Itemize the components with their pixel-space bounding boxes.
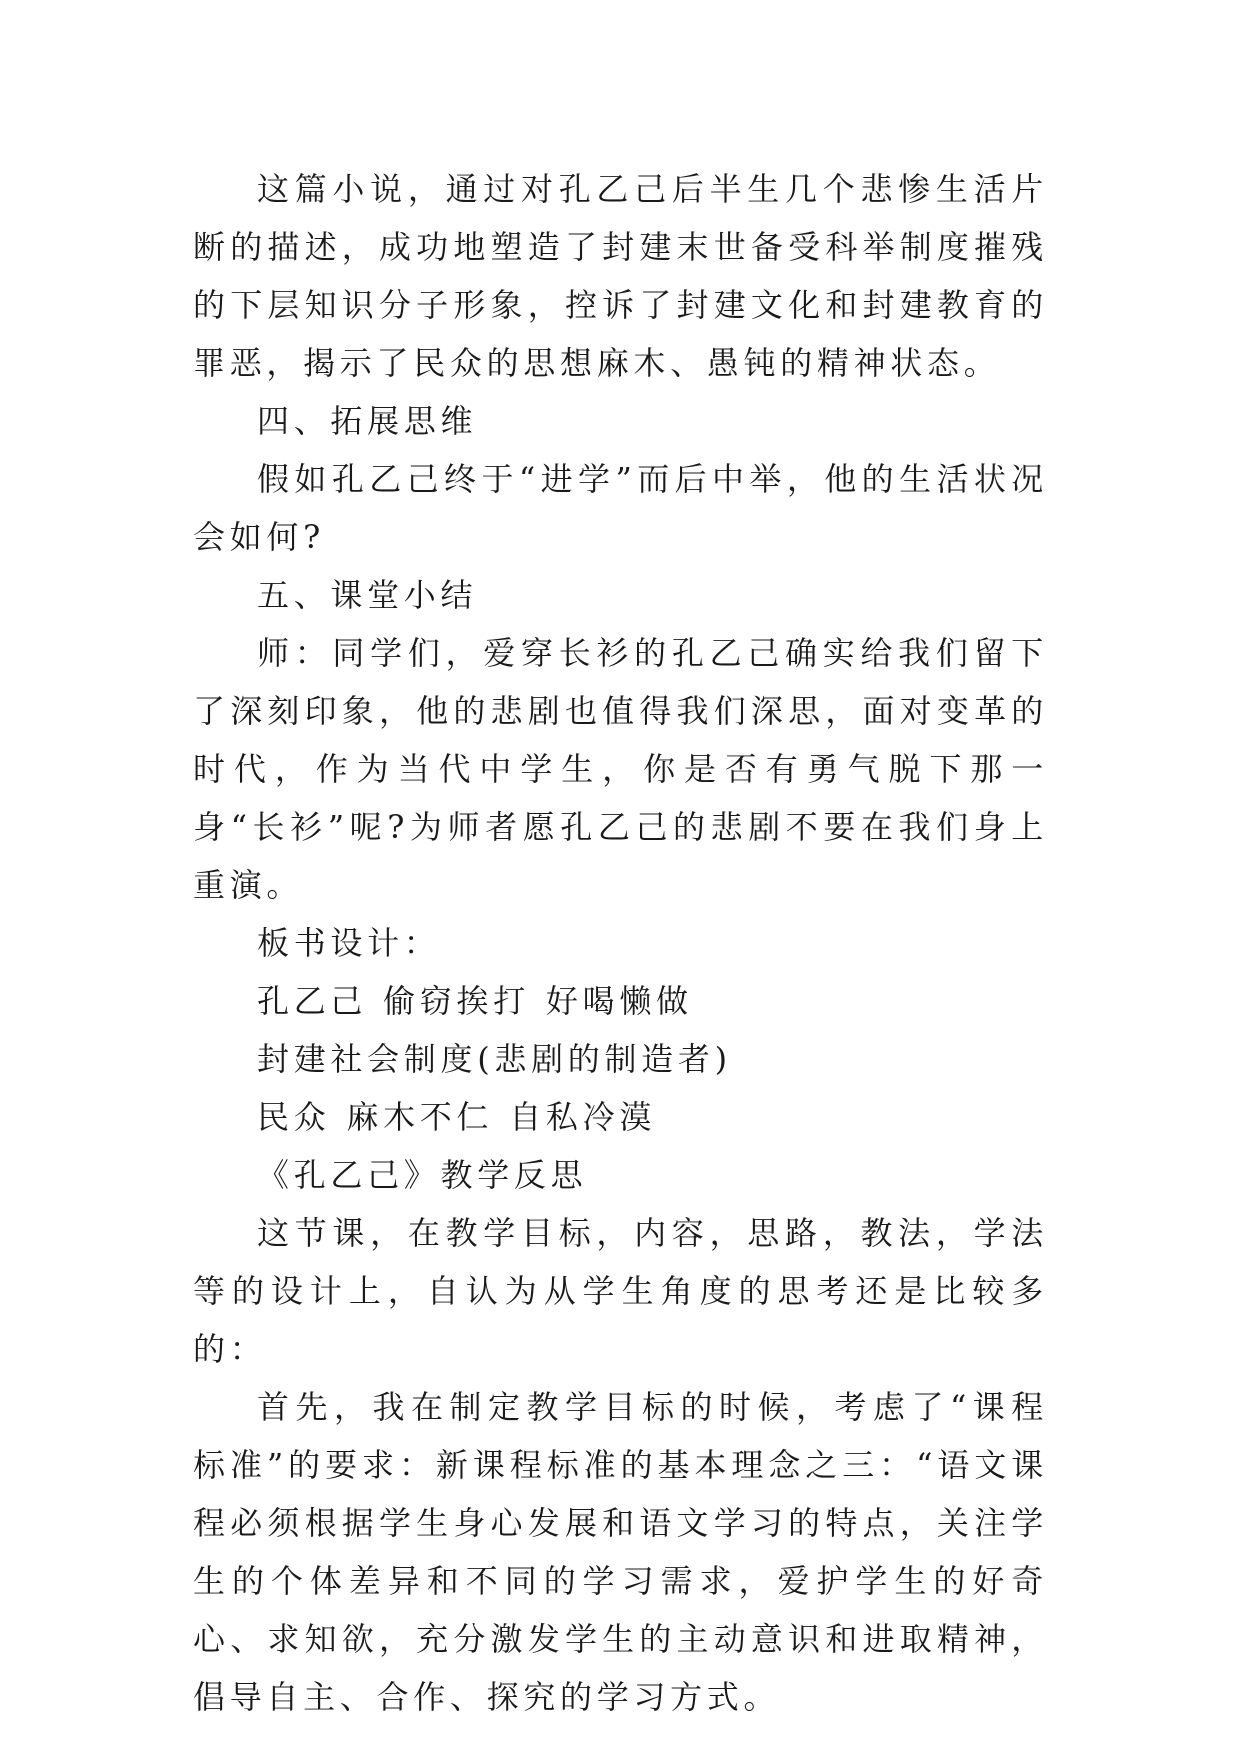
reflection-paragraph: 这节课，在教学目标，内容，思路，教法，学法等的设计上，自认为从学生角度的思考还是比较多的： (193, 1214, 1048, 1368)
extend-thinking-question: 假如孔乙己终于“进学”而后中举，他的生活状况会如何? (193, 460, 1048, 556)
board-row-1-item: 好喝懒做 (545, 982, 693, 1020)
board-row-3-item: 自私冷漠 (509, 1098, 657, 1136)
board-row-2-text: 封建社会制度(悲剧的制造者) (257, 1040, 732, 1078)
board-row-masses (193, 1088, 1048, 1146)
section-heading-extend-thinking: 四、拓展思维 (257, 402, 478, 440)
reflection-paragraph: 首先，我在制定教学目标的时候，考虑了“课程标准”的要求：新课程标准的基本理念之三：“语文课程必须根据学生身心发展和语文学习的特点，关注学生的个体差异和不同的学习需求，爱护学生的好奇心、求知欲，充分激发学生的主动意识和进取精神，倡导自主、合作、探究的学习方式。 (193, 1388, 1048, 1716)
board-row-1-item: 孔乙己 (257, 982, 368, 1020)
summary-paragraph: 这篇小说，通过对孔乙己后半生几个悲惨生活片断的描述，成功地塑造了封建末世备受科举制度摧残的下层知识分子形象，控诉了封建文化和封建教育的罪恶，揭示了民众的思想麻木、愚钝的精神状态。 (193, 170, 1048, 382)
board-row-kong-yiji (193, 972, 1048, 1030)
document-body (193, 160, 1048, 1726)
section-heading-class-summary: 五、课堂小结 (257, 576, 478, 614)
reflection-title: 《孔乙己》教学反思 (257, 1156, 588, 1194)
board-row-feudal-system (193, 1030, 1048, 1088)
board-row-3-item: 麻木不仁 (346, 1098, 494, 1136)
board-row-3-item: 民众 (257, 1098, 331, 1136)
teacher-summary-paragraph: 师：同学们，爱穿长衫的孔乙己确实给我们留下了深刻印象，他的悲剧也值得我们深思，面对变革的时代，作为当代中学生，你是否有勇气脱下那一身“长衫”呢?为师者愿孔乙己的悲剧不要在我们身上重演。 (193, 634, 1048, 904)
board-row-1-item: 偷窃挨打 (383, 982, 530, 1020)
board-design-label: 板书设计： (257, 924, 441, 962)
